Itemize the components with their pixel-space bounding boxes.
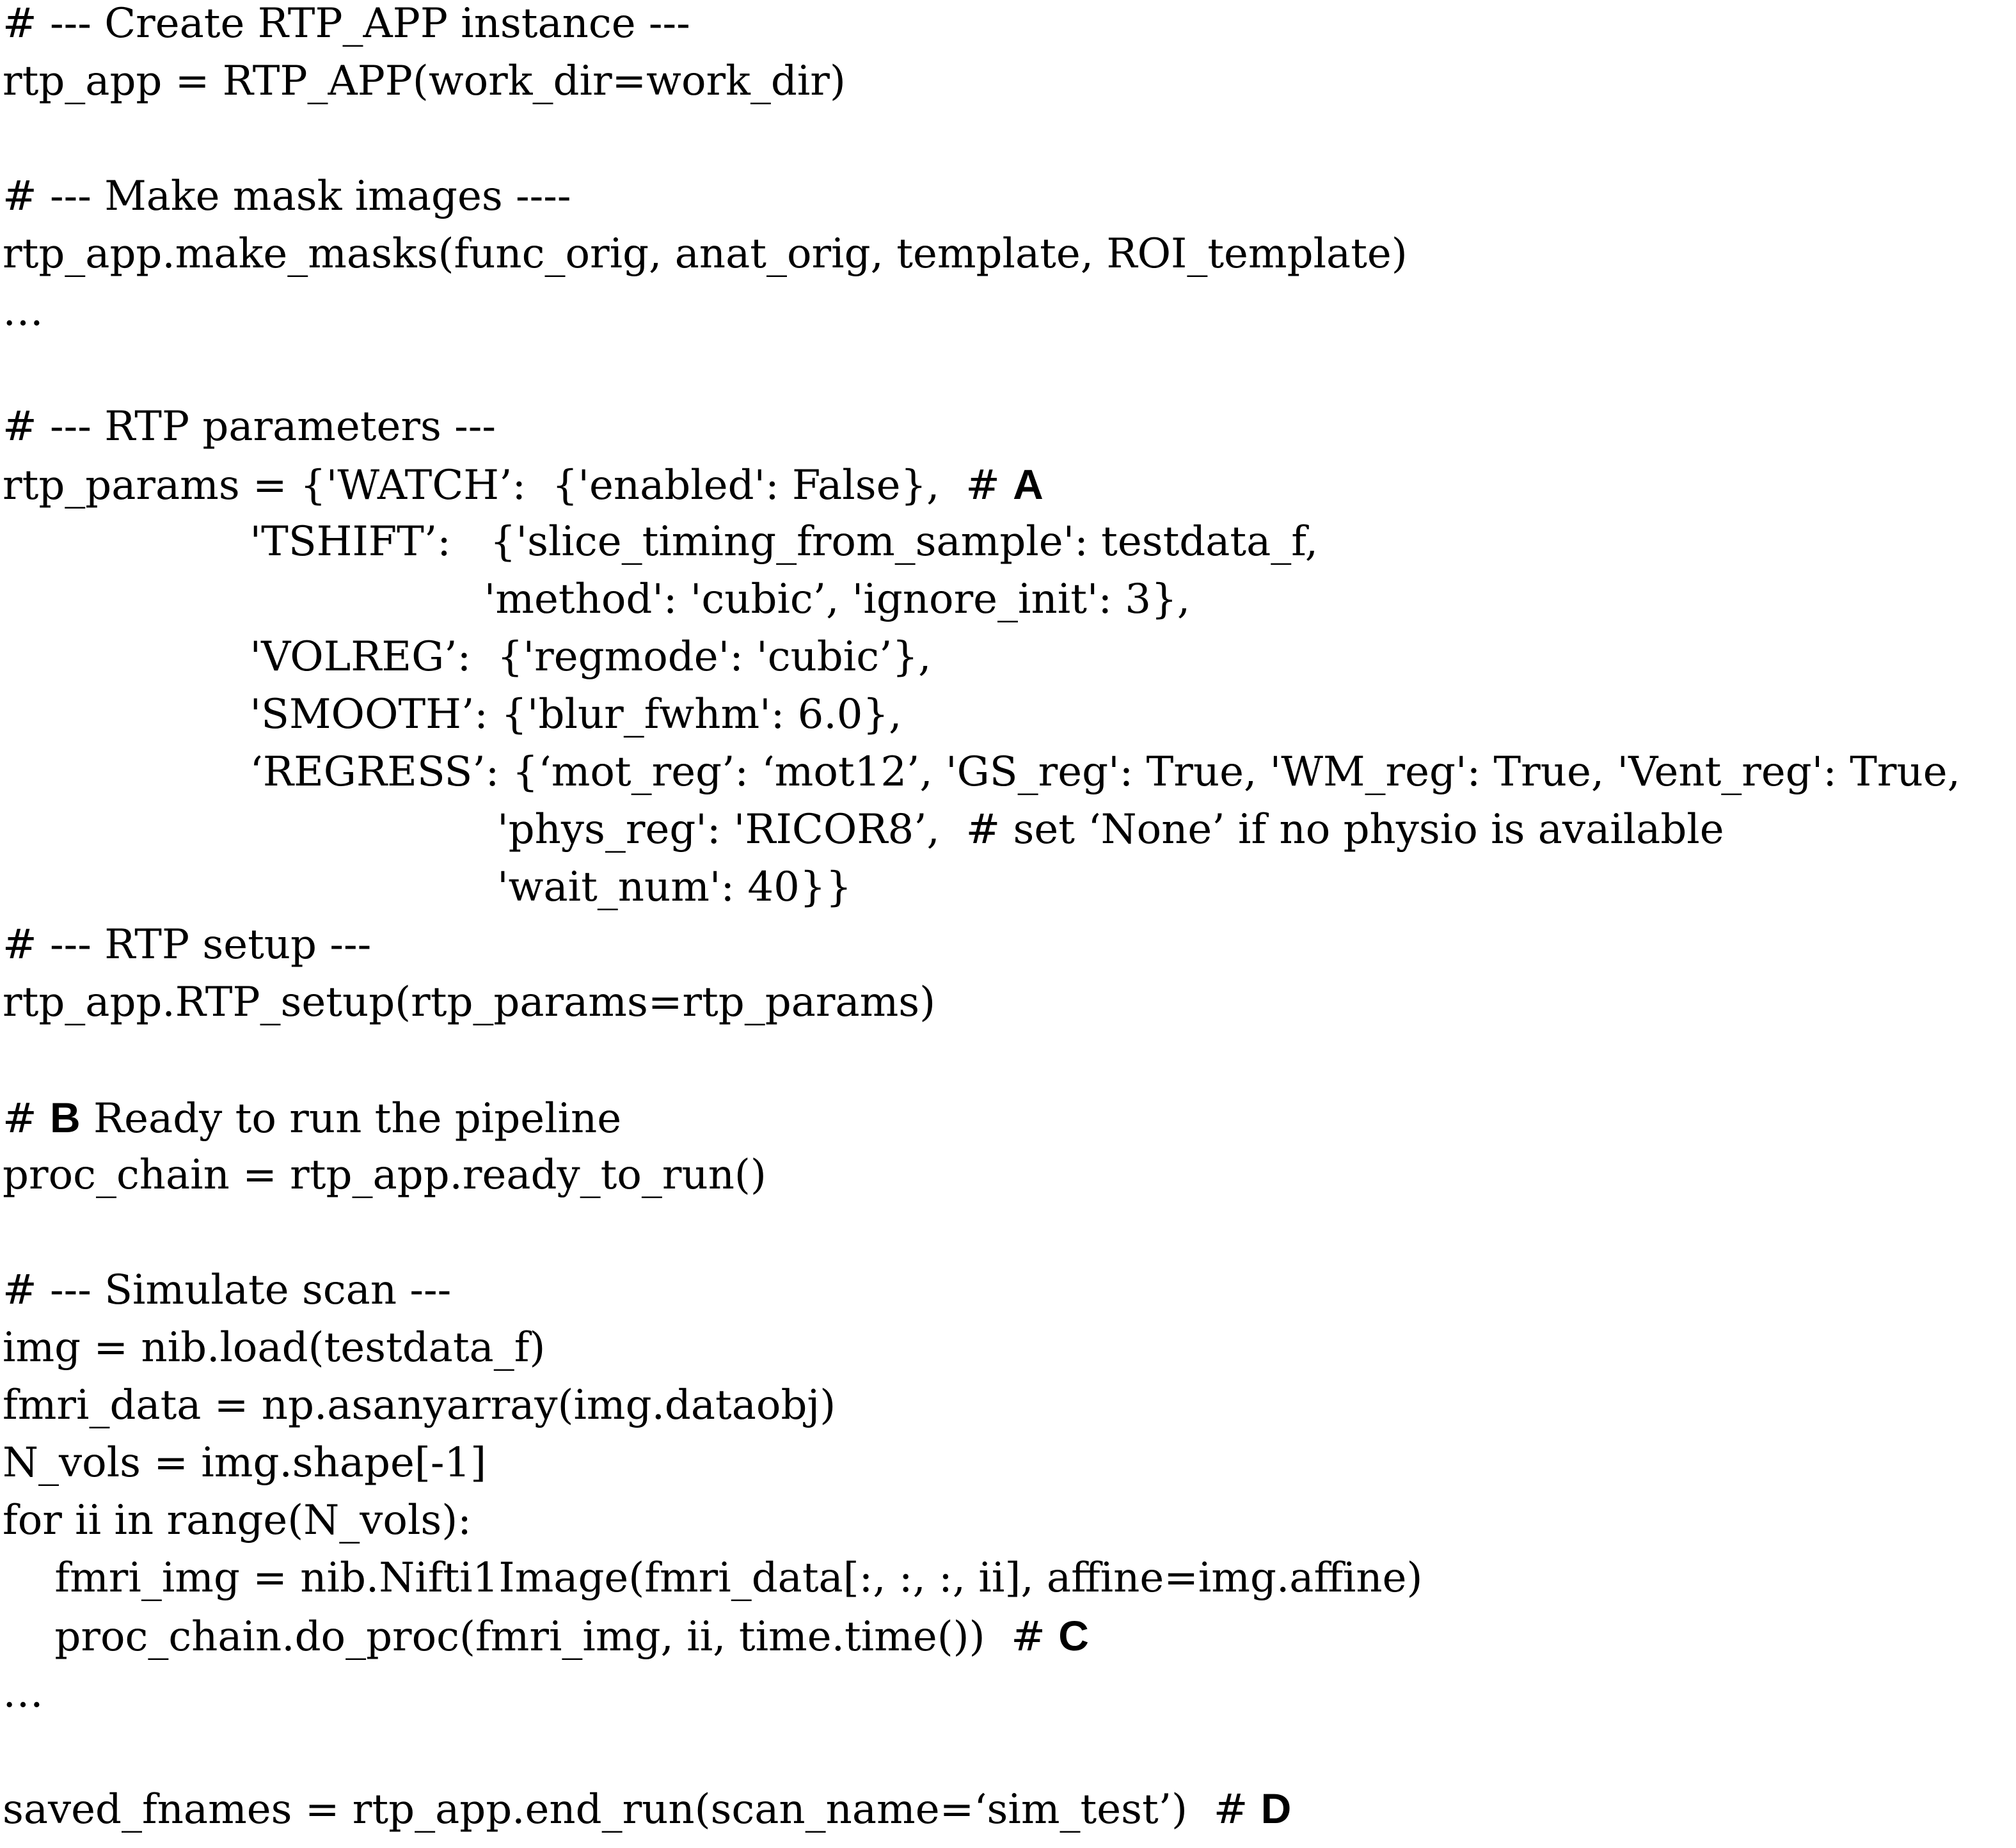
- code-line: 'method': 'cubic’, 'ignore_init': 3},: [3, 576, 1191, 623]
- code-listing: [3, 0, 2012, 1833]
- code-line: N_vols = img.shape[-1]: [3, 1439, 487, 1487]
- code-line: # --- Simulate scan ---: [3, 1267, 452, 1314]
- code-line: rtp_app.RTP_setup(rtp_params=rtp_params): [3, 979, 936, 1026]
- code-line: # --- RTP parameters ---: [3, 403, 496, 450]
- code-line: # --- RTP setup ---: [3, 921, 372, 968]
- annotation-label-b: B: [49, 1094, 81, 1141]
- code-line: proc_chain.do_proc(fmri_img, ii, time.time()) # C: [3, 1612, 1089, 1661]
- code-line: rtp_app = RTP_APP(work_dir=work_dir): [3, 58, 846, 105]
- code-line: 'SMOOTH’: {'blur_fwhm': 6.0},: [3, 691, 902, 738]
- code-line: for ii in range(N_vols):: [3, 1497, 472, 1544]
- code-line: 'phys_reg': 'RICOR8’, # set ‘None’ if no physio is available: [3, 806, 1724, 853]
- annotation-label-c: C: [1058, 1612, 1089, 1659]
- code-line: 'wait_num': 40}}: [3, 864, 852, 911]
- code-line: rtp_app.make_masks(func_orig, anat_orig, template, ROI_template): [3, 230, 1408, 278]
- annotation-label-d: D: [1260, 1785, 1292, 1832]
- code-line: …: [3, 288, 44, 335]
- code-line: fmri_data = np.asanyarray(img.dataobj): [3, 1382, 836, 1429]
- code-line: proc_chain = rtp_app.ready_to_run(): [3, 1151, 766, 1199]
- code-line: ‘REGRESS’: {‘mot_reg’: ‘mot12’, 'GS_reg': True, 'WM_reg': True, 'Vent_reg': True,: [3, 748, 1960, 796]
- code-line: 'VOLREG’: {'regmode': 'cubic’},: [3, 633, 932, 681]
- code-line: saved_fnames = rtp_app.end_run(scan_name=‘sim_test’) # D: [3, 1785, 1292, 1833]
- annotation-label-a: A: [1013, 461, 1044, 508]
- code-line: # --- Create RTP_APP instance ---: [3, 0, 690, 47]
- code-line: …: [3, 1670, 44, 1717]
- code-line: 'TSHIFT’: {'slice_timing_from_sample': testdata_f,: [3, 518, 1319, 565]
- code-line: rtp_params = {'WATCH’: {'enabled': False}, # A: [3, 461, 1044, 509]
- code-line: # --- Make mask images ----: [3, 173, 571, 220]
- code-line: # B Ready to run the pipeline: [3, 1094, 622, 1142]
- code-line: fmri_img = nib.Nifti1Image(fmri_data[:, :, :, ii], affine=img.affine): [3, 1554, 1423, 1602]
- code-line: img = nib.load(testdata_f): [3, 1324, 546, 1371]
